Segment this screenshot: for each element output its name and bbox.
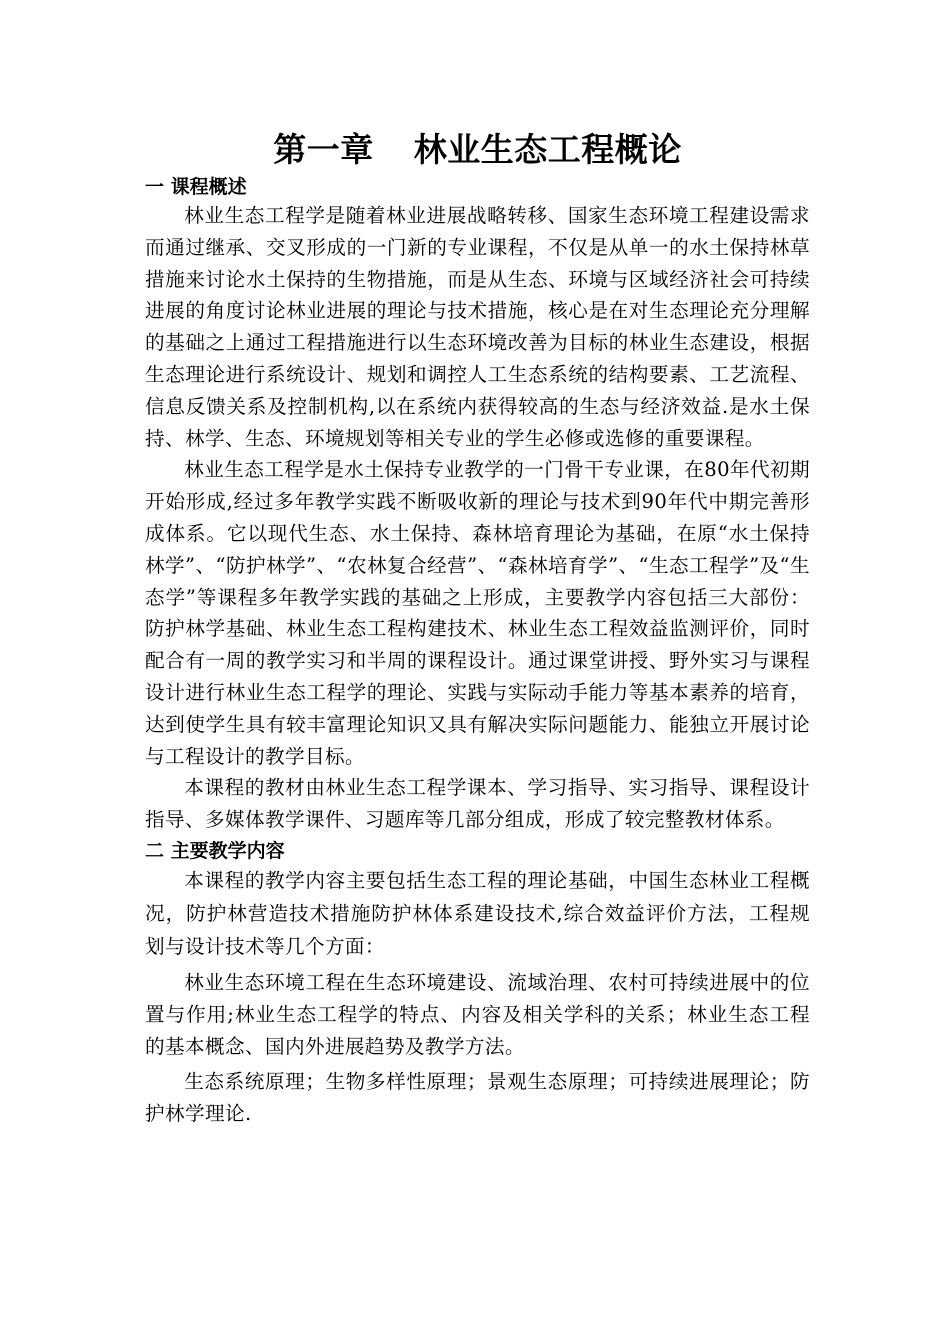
- paragraph: 本课程的教材由林业生态工程学课本、学习指导、实习指导、课程设计指导、多媒体教学课件、习题库等几部分组成，形成了较完整教材体系。: [145, 776, 810, 832]
- section-heading: 一 课程概述: [145, 176, 247, 198]
- paragraph: 林业生态工程学是水土保持专业教学的一门骨干专业课，在80年代初期开始形成,经过多年教学实践不断吸收新的理论与技术到90年代中期完善形成体系。它以现代生态、水土保持、森林培育理论为基础，在原“水土保持林学”、“防护林学”、“农林复合经营”、“森林培育学”、“生态工程学”及“生态学”等课程多年教学实践的基础之上形成，主要教学内容包括三大部份：防护林学基础、林业生态工程构建技术、林业生态工程效益监测评价，同时配合有一周的教学实习和半周的课程设计。通过课堂讲授、野外实习与课程设计进行林业生态工程学的理论、实践与实际动手能力等基本素养的培育，达到使学生具有较丰富理论知识又具有解决实际问题能力、能独立开展讨论与工程设计的教学目标。: [145, 458, 810, 768]
- paragraph: 林业生态环境工程在生态环境建设、流域治理、农村可持续进展中的位置与作用;林业生态工程学的特点、内容及相关学科的关系；林业生态工程的基本概念、国内外进展趋势及教学方法。: [145, 970, 810, 1058]
- paragraph: 生态系统原理；生物多样性原理；景观生态原理；可持续进展理论；防护林学理论.: [145, 1070, 810, 1126]
- section-heading: 二 主要教学内容: [145, 839, 285, 862]
- section-course-overview: [145, 174, 810, 836]
- section-main-content: [145, 838, 810, 1130]
- document-body: [145, 128, 810, 1130]
- paragraph: 林业生态工程学是随着林业进展战略转移、国家生态环境工程建设需求而通过继承、交叉形成的一门新的专业课程，不仅是从单一的水土保持林草措施来讨论水土保持的生物措施，而是从生态、环境与区域经济社会可持续进展的角度讨论林业进展的理论与技术措施，核心是在对生态理论充分理解的基础之上通过工程措施进行以生态环境改善为目标的林业生态建设，根据生态理论进行系统设计、规划和调控人工生态系统的结构要素、工艺流程、信息反馈关系及控制机构,以在系统内获得较高的生态与经济效益.是水土保持、林学、生态、环境规划等相关专业的学生必修或选修的重要课程。: [145, 204, 810, 450]
- paragraph: 本课程的教学内容主要包括生态工程的理论基础，中国生态林业工程概况，防护林营造技术措施防护林体系建设技术,综合效益评价方法，工程规划与设计技术等几个方面：: [145, 868, 810, 958]
- chapter-title: 第一章 林业生态工程概论: [273, 130, 682, 169]
